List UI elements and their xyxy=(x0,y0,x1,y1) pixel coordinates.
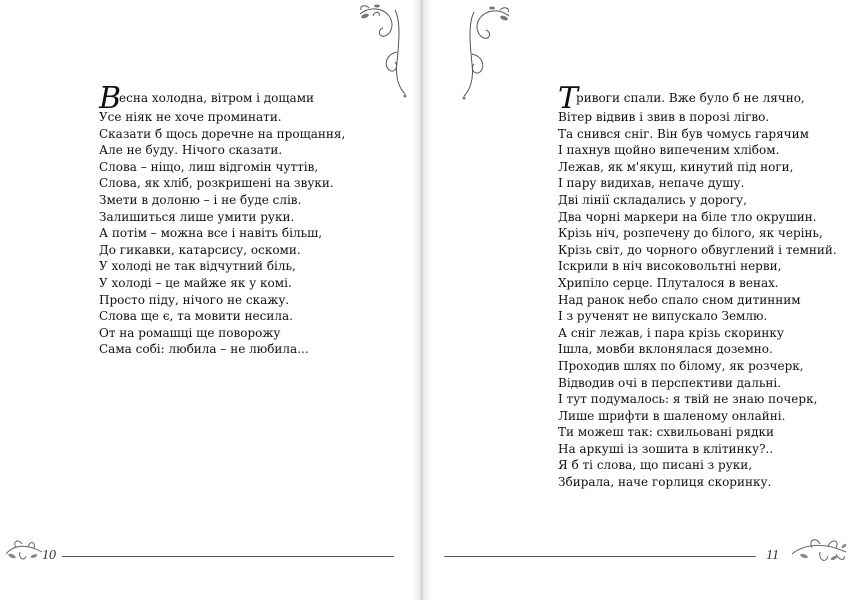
poem-line: У холоді – це майже як у комі. xyxy=(99,275,292,290)
poem-line: Вітер відвив і звив в порозі лігво. xyxy=(558,110,770,124)
gutter-fold-line xyxy=(421,0,422,600)
poem-line: Ти можеш так: схвильовані рядки xyxy=(558,425,774,440)
drop-cap: В xyxy=(99,81,120,116)
poem-line: Ішла, мовби вклонялася доземно. xyxy=(558,342,773,357)
poem-line: Відводив очі в перспективи дальні. xyxy=(558,375,782,390)
poem-line: Просто піду, нічого не скажу. xyxy=(99,292,290,307)
poem-line: А потім – можна все і навіть більш, xyxy=(99,226,323,241)
poem-line: Крізь світ, до чорного обвуглений і темний. xyxy=(558,242,837,257)
page-number: 11 xyxy=(766,548,779,563)
poem-line: І пахнув щойно випеченим хлібом. xyxy=(558,143,780,158)
poem-line: І тут подумалось: я твій не знаю почерк, xyxy=(558,392,818,407)
poem-line: Усе ніяк не хоче проминати. xyxy=(99,110,282,124)
footer-rule xyxy=(62,556,394,557)
poem-line: У холоді не так відчутний біль, xyxy=(99,259,296,274)
poem-first-line: Тривоги спали. Вже було б не лячно, xyxy=(558,81,805,116)
footer-rule xyxy=(444,556,756,557)
poem-line: Сказати б щось доречне на прощання, xyxy=(99,126,346,141)
drop-cap: Т xyxy=(558,81,577,116)
poem-line: Сама собі: любила – не любила... xyxy=(99,342,309,357)
floral-flourish-bottom-right-icon xyxy=(790,534,850,570)
poem-line: І з рученят не випускало Землю. xyxy=(558,309,768,324)
left-page xyxy=(0,0,418,600)
poem-line: Слова ще є, та мовити несила. xyxy=(99,309,293,324)
poem-line: Залишиться лише умити руки. xyxy=(99,209,295,224)
poem-line: Змети в долоню – і не буде слів. xyxy=(99,192,302,207)
floral-flourish-top-left-icon xyxy=(355,2,415,102)
page-number: 10 xyxy=(42,548,56,563)
poem-right xyxy=(558,81,837,491)
poem-line: На аркуші із зошита в клітинку?.. xyxy=(558,441,774,456)
poem-line: От на ромашці ще поворожу xyxy=(99,325,281,340)
floral-flourish-top-right-icon xyxy=(454,4,514,104)
poem-line: Я б ті слова, що писані з руки, xyxy=(558,458,753,473)
poem-left xyxy=(99,81,346,358)
poem-line: Лише шрифти в шаленому онлайні. xyxy=(558,408,786,423)
poem-line: А сніг лежав, і пара крізь скоринку xyxy=(558,325,784,340)
poem-line: Над ранок небо спало сном дитинним xyxy=(558,292,801,307)
poem-line: Слова – ніщо, лиш відгомін чуттів, xyxy=(99,159,319,174)
poem-line: Слова, як хліб, розкришені на звуки. xyxy=(99,176,334,191)
poem-line: І пару видихав, непаче душу. xyxy=(558,176,745,191)
right-page xyxy=(432,0,868,600)
poem-line: Але не буду. Нічого сказати. xyxy=(99,143,283,158)
poem-line: До гикавки, катарсису, оскоми. xyxy=(99,242,301,257)
poem-line: Два чорні маркери на біле тло окрушин. xyxy=(558,209,817,224)
poem-line: Іскрили в ніч високовольтні нерви, xyxy=(558,259,782,274)
poem-first-line: Весна холодна, вітром і дощами xyxy=(99,81,315,116)
poem-line: Та снився сніг. Він був чомусь гарячим xyxy=(558,126,809,141)
poem-line: Дві лінії складались у дорогу, xyxy=(558,192,747,207)
poem-line: Лежав, як м'якуш, кинутий під ноги, xyxy=(558,159,794,174)
floral-flourish-bottom-left-icon xyxy=(4,536,44,566)
poem-line: Хрипіло серце. Плуталося в венах. xyxy=(558,275,779,290)
poem-line: Крізь ніч, розпечену до білого, як черінь, xyxy=(558,226,823,241)
poem-line: Збирала, наче горлиця скоринку. xyxy=(558,475,772,490)
poem-line: Проходив шлях по білому, як розчерк, xyxy=(558,358,804,373)
